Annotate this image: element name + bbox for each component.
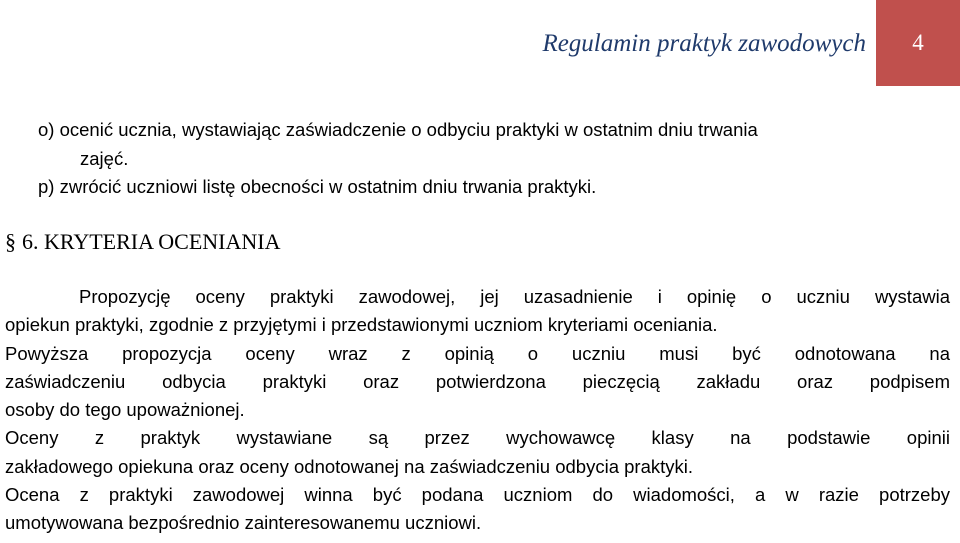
paragraph-3-line1: Oceny z praktyk wystawiane są przez wychowawcę klasy na podstawie opinii	[5, 427, 950, 449]
list-item-o-line1: o) ocenić ucznia, wystawiając zaświadczenie o odbyciu praktyki w ostatnim dniu trwania	[38, 119, 758, 140]
paragraph-4-line2: umotywowana bezpośrednio zainteresowanemu uczniowi.	[5, 512, 482, 534]
body-text	[5, 283, 950, 538]
paragraph-3	[5, 424, 950, 481]
paragraph-2-line2: zaświadczeniu odbycia praktyki oraz potwierdzona pieczęcią zakładu oraz podpisem	[5, 370, 950, 392]
page-number: 4	[912, 30, 924, 55]
list-block	[5, 116, 950, 202]
list-item-o	[5, 116, 950, 173]
paragraph-1-line2: opiekun praktyki, zgodnie z przyjętymi i przedstawionymi uczniom kryteriami oceniania.	[5, 314, 718, 336]
section-title: 6. KRYTERIA OCENIANIA	[22, 229, 281, 254]
paragraph-4	[5, 481, 950, 538]
paragraph-1	[5, 283, 950, 340]
paragraph-2-line1: Powyższa propozycja oceny wraz z opinią o uczniu musi być odnotowana na	[5, 342, 950, 364]
page-number-box	[876, 0, 960, 86]
paragraph-2-line3: osoby do tego upoważnionej.	[5, 399, 245, 421]
paragraph-1-line1: Propozycję oceny praktyki zawodowej, jej uzasadnienie i opinię o uczniu wystawia	[79, 286, 950, 307]
paragraph-4-line1: Ocena z praktyki zawodowej winna być podana uczniom do wiadomości, a w razie potrzeby	[5, 484, 950, 506]
document-header-title: Regulamin praktyk zawodowych	[542, 30, 866, 57]
section-heading	[5, 226, 281, 258]
list-item-o-line2: zajęć.	[80, 147, 129, 169]
paragraph-2	[5, 340, 950, 425]
list-item-p-text: p) zwrócić uczniowi listę obecności w ostatnim dniu trwania praktyki.	[38, 176, 597, 197]
section-symbol: §	[5, 229, 16, 254]
paragraph-3-line2: zakładowego opiekuna oraz oceny odnotowanej na zaświadczeniu odbycia praktyki.	[5, 455, 694, 477]
list-item-p	[5, 173, 950, 202]
